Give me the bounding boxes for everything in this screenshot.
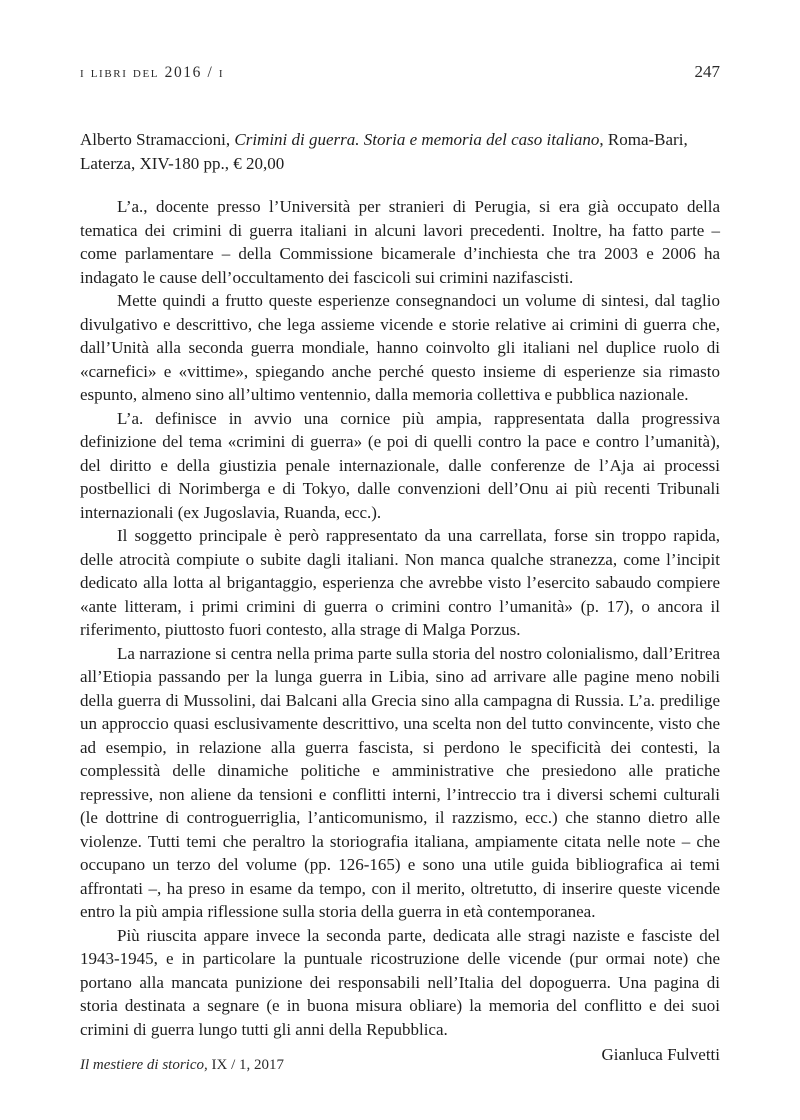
review-content: [80, 128, 720, 1067]
journal-footer: [80, 1057, 284, 1074]
footer-journal-title: Il mestiere di storico: [80, 1057, 205, 1073]
page-number: 247: [694, 62, 720, 81]
paragraph: L’a., docente presso l’Università per stranieri di Perugia, si era già occupato della tematica dei crimini di guerra italiani in alcuni lavori precedenti. Inoltre, ha fatto parte – come parlamentare – della Commissione bicamerale d’inchiesta che tra 2003 e 2006 ha indagato le cause dell’occultamento dei fascicoli sui crimini nazifascisti.: [80, 197, 720, 287]
citation-title: Crimini di guerra. Storia e memoria del caso italiano: [234, 130, 600, 149]
paragraph: Il soggetto principale è però rappresentato da una carrellata, forse sin troppo rapida, delle atrocità compiute o subite dagli italiani. Non manca qualche stranezza, come l’incipit dedicato alla lotta al brigantaggio, esperienza che avrebbe visto l’esercito sabaudo compiere «ante litteram, i primi crimini di guerra o crimini contro l’umanità» (p. 17), o ancora il riferimento, piuttosto fuori contesto, alla strage di Malga Porzus.: [80, 526, 720, 639]
paragraph: La narrazione si centra nella prima parte sulla storia del nostro colonialismo, dall’Eritrea all’Etiopia passando per la lunga guerra in Libia, sino ad arrivare alle pagine meno nobili della guerra di Mussolini, dai Balcani alla Grecia sino alla campagna di Russia. L’a. predilige un approccio quasi esclusivamente descrittivo, una scelta non del tutto convincente, visto che ad esempio, in relazione alla guerra fascista, si perdono le specificità dei contesti, la complessità delle dinamiche politiche e amministrative che presiedono alle pratiche repressive, non aliene da tensioni e conflitti interni, l’intreccio tra i diversi schemi culturali (le dottrine di controguerriglia, l’anticomunismo, il razzismo, ecc.) che stanno dietro alle violenze. Tutti temi che peraltro la storiografia italiana, ampiamente citata nelle note – che occupano un terzo del volume (pp. 126-165) e sono una utile guida bibliografica ai temi affrontati –, ha preso in esame da tempo, con il merito, oltretutto, di inserire queste vicende entro la più ampia riflessione sulla storia della guerra in età contemporanea.: [80, 643, 720, 921]
citation-publisher: , Roma-Bari, Laterza, XIV-180 pp., € 20,00: [80, 130, 688, 173]
paragraph: L’a. definisce in avvio una cornice più ampia, rappresentata dalla progressiva definizione del tema «crimini di guerra» (e poi di quelli contro la pace e contro l’umanità), del diritto e della giustizia penale internazionale, dalle conferenze de l’Aja ai processi postbellici di Norimberga e di Tokyo, dalle convenzioni dell’Onu ai più recenti Tribunali internazionali (ex Jugoslavia, Ruanda, ecc.).: [80, 408, 720, 522]
paragraph: Più riuscita appare invece la seconda parte, dedicata alle stragi naziste e fasciste del 1943-1945, e in particolare la puntuale ricostruzione delle vicende (pur ormai note) che portano alla mancata punizione dei responsabili nell’Italia del dopoguerra. Una pagina di storia destinata a segnare (e in buona misura obliare) la memoria del conflitto e dei suoi crimini di guerra lungo tutti gli anni della Repubblica.: [80, 925, 720, 1039]
reviewer-signature: Gianluca Fulvetti: [601, 1045, 720, 1064]
paragraph: Mette quindi a frutto queste esperienze consegnandoci un volume di sintesi, dal taglio divulgativo e descrittivo, che lega assieme vicende e storie relative ai crimini di guerra che, dall’Unità alla seconda guerra mondiale, hanno coinvolto gli italiani nel duplice ruolo di «carnefici» e «vittime», spiegando anche perché questo insieme di esperienze sia rimasto espunto, almeno sino all’ultimo ventennio, dalla memoria collettiva e pubblica nazionale.: [80, 291, 720, 404]
book-citation: [80, 128, 720, 175]
footer-issue: , IX / 1, 2017: [204, 1057, 285, 1073]
citation-author: Alberto Stramaccioni,: [80, 130, 235, 149]
review-body: [80, 195, 720, 1041]
running-head: i libri del 2016 / i: [80, 64, 225, 81]
